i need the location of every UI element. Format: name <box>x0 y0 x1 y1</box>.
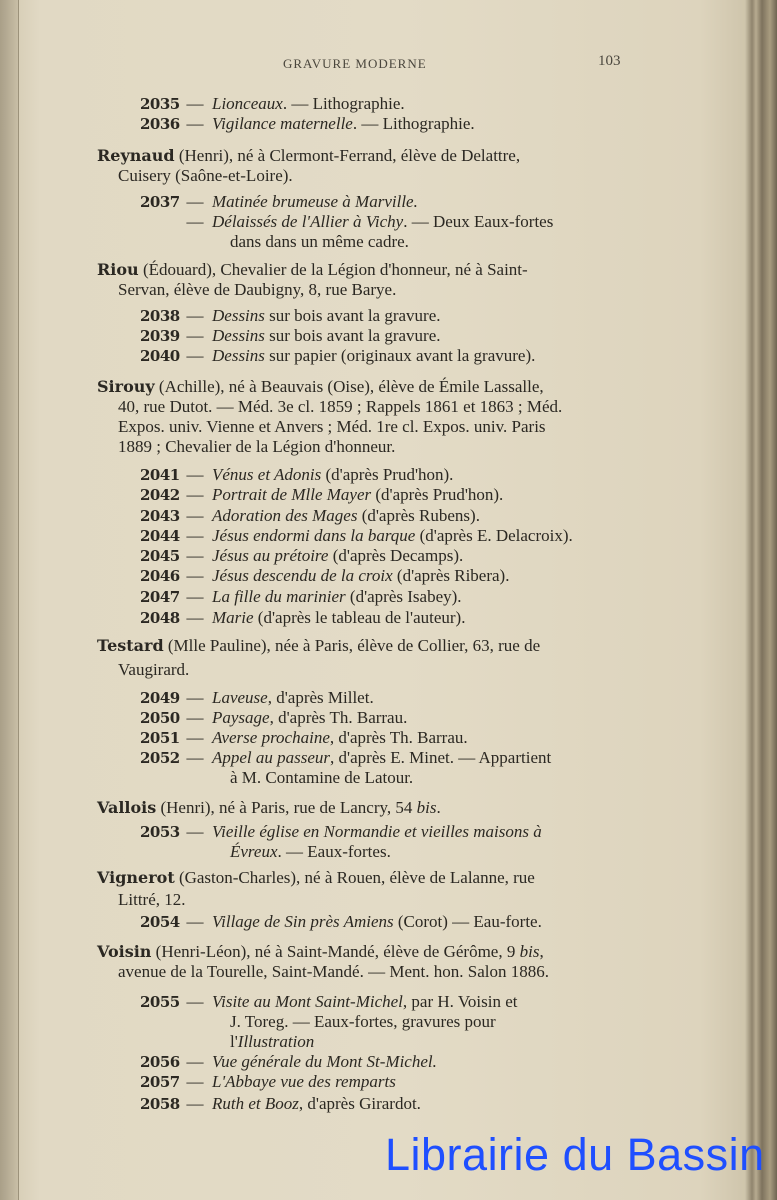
entry-text: (d'après Ribera). <box>392 566 510 585</box>
catalogue-item <box>140 708 407 728</box>
artist-name: Vallois <box>97 798 157 817</box>
artist-entry-heading <box>97 798 441 818</box>
entry-text: , d'après Th. Barrau. <box>269 708 408 727</box>
catalogue-item <box>140 465 453 485</box>
work-title: Illustration <box>237 1032 315 1051</box>
entry-text: (Henri), né à Clermont-Ferrand, élève de Delattre, <box>174 146 521 165</box>
work-title: Village de Sin près Amiens <box>212 912 394 931</box>
catalogue-item <box>140 992 518 1012</box>
entry-continuation <box>118 660 189 680</box>
entry-text: . — Lithographie. <box>282 94 405 113</box>
em-dash: — <box>186 546 204 565</box>
item-number: 2048 <box>140 609 180 627</box>
catalogue-item <box>140 94 405 114</box>
item-number: 2050 <box>140 709 180 727</box>
entry-text: , d'après Millet. <box>267 688 374 707</box>
catalogue-item <box>140 346 535 366</box>
work-title: Dessins <box>212 306 265 325</box>
entry-text: (Gaston-Charles), né à Rouen, élève de Lalanne, rue <box>174 868 535 887</box>
page-number: 103 <box>598 53 621 69</box>
artist-name: Riou <box>97 260 139 279</box>
work-title: Dessins <box>212 326 265 345</box>
artist-name: Vignerot <box>97 868 175 887</box>
item-number: 2037 <box>140 193 180 211</box>
entry-text: , par H. Voisin et <box>402 992 518 1011</box>
em-dash: — <box>186 912 204 931</box>
artist-name: Sirouy <box>97 377 155 396</box>
entry-continuation <box>230 768 413 788</box>
entry-text: (d'après Rubens). <box>357 506 480 525</box>
entry-continuation <box>230 1032 314 1052</box>
entry-text: (d'après Prud'hon). <box>321 465 454 484</box>
work-title: Délaissés de l'Allier à Vichy <box>212 212 404 231</box>
work-title: Ruth et Booz <box>212 1094 299 1113</box>
work-title: Vénus et Adonis <box>212 465 322 484</box>
work-title: La fille du marinier <box>212 587 346 606</box>
entry-text: Littré, 12. <box>118 890 186 909</box>
work-title: Portrait de Mlle Mayer <box>212 485 372 504</box>
entry-text: , <box>539 942 544 961</box>
catalogue-item <box>140 608 465 628</box>
em-dash: — <box>186 506 204 525</box>
artist-entry-heading <box>97 868 535 888</box>
item-number: 2043 <box>140 507 180 525</box>
work-title: Laveuse <box>212 688 268 707</box>
entry-text: sur papier (originaux avant la gravure). <box>264 346 536 365</box>
entry-text: (d'après Isabey). <box>345 587 462 606</box>
entry-text: (d'après E. Delacroix). <box>415 526 573 545</box>
item-number: 2041 <box>140 466 180 484</box>
work-title: Jésus descendu de la croix <box>212 566 393 585</box>
em-dash: — <box>186 212 204 231</box>
watermark: Librairie du Bassin <box>385 1129 765 1180</box>
entry-text: (d'après Decamps). <box>328 546 464 565</box>
work-title: bis <box>416 798 437 817</box>
artist-entry-heading <box>97 377 544 397</box>
catalogue-item <box>140 306 441 326</box>
work-title: Matinée brumeuse à Marville. <box>212 192 418 211</box>
entry-text: . — Eaux-fortes. <box>277 842 391 861</box>
catalogue-item <box>140 822 542 842</box>
adjacent-page-edge <box>0 0 19 1200</box>
work-title: Jésus au prétoire <box>212 546 329 565</box>
entry-text: sur bois avant la gravure. <box>264 326 441 345</box>
em-dash: — <box>186 708 204 727</box>
item-number: 2035 <box>140 95 180 113</box>
entry-text: J. Toreg. — Eaux-fortes, gravures pour <box>230 1012 496 1031</box>
entry-text: (Mlle Pauline), née à Paris, élève de Collier, 63, rue de <box>163 636 541 655</box>
catalogue-item <box>140 1094 421 1114</box>
work-title: Dessins <box>212 346 265 365</box>
work-title: Paysage <box>212 708 270 727</box>
work-title: Appel au passeur <box>212 748 331 767</box>
entry-continuation <box>230 1012 496 1032</box>
item-number: 2053 <box>140 823 180 841</box>
entry-continuation <box>118 962 549 982</box>
work-title: Adoration des Mages <box>212 506 358 525</box>
running-header: GRAVURE MODERNE <box>283 56 427 71</box>
item-number: 2046 <box>140 567 180 585</box>
entry-text: (Édouard), Chevalier de la Légion d'honneur, né à Saint- <box>138 260 528 279</box>
em-dash: — <box>186 1072 204 1091</box>
item-number: 2055 <box>140 993 180 1011</box>
item-number: 2040 <box>140 347 180 365</box>
catalogue-item <box>140 546 463 566</box>
entry-continuation <box>118 280 396 300</box>
catalogue-item <box>140 192 418 212</box>
catalogue-item <box>140 1052 437 1072</box>
artist-entry-heading <box>97 260 528 280</box>
entry-text: (d'après Prud'hon). <box>371 485 504 504</box>
work-title: Visite au Mont Saint-Michel <box>212 992 403 1011</box>
entry-continuation <box>230 232 409 252</box>
work-title: Averse prochaine <box>212 728 330 747</box>
item-number: 2039 <box>140 327 180 345</box>
item-number: 2045 <box>140 547 180 565</box>
catalogue-item <box>140 1072 396 1092</box>
catalogue-item <box>140 587 462 607</box>
item-number: 2054 <box>140 913 180 931</box>
entry-text: (d'après le tableau de l'auteur). <box>253 608 466 627</box>
entry-text: l' <box>230 1032 238 1051</box>
entry-text: (Henri), né à Paris, rue de Lancry, 54 <box>156 798 417 817</box>
em-dash: — <box>186 608 204 627</box>
entry-continuation <box>118 437 395 457</box>
entry-continuation <box>118 397 562 417</box>
work-title: Vigilance maternelle <box>212 114 353 133</box>
catalogue-item <box>140 485 503 505</box>
em-dash: — <box>186 1094 204 1113</box>
entry-text: dans dans un même cadre. <box>230 232 409 251</box>
em-dash: — <box>186 114 204 133</box>
entry-continuation <box>230 842 391 862</box>
em-dash: — <box>186 326 204 345</box>
item-number: 2057 <box>140 1073 180 1091</box>
entry-continuation <box>118 417 546 437</box>
work-title: Vieille église en Normandie et vieilles maisons à <box>212 822 542 841</box>
artist-entry-heading <box>97 146 520 166</box>
em-dash: — <box>186 728 204 747</box>
catalogue-item <box>140 326 441 346</box>
item-number: 2044 <box>140 527 180 545</box>
work-title: Marie <box>212 608 254 627</box>
entry-text: . — Deux Eaux-fortes <box>403 212 554 231</box>
entry-text: Vaugirard. <box>118 660 190 679</box>
catalogue-item <box>140 114 475 134</box>
artist-entry-heading <box>97 942 544 962</box>
catalogue-item <box>140 566 509 586</box>
entry-text: à M. Contamine de Latour. <box>230 768 414 787</box>
entry-text: (Henri-Léon), né à Saint-Mandé, élève de Gérôme, 9 <box>151 942 520 961</box>
item-number: 2038 <box>140 307 180 325</box>
artist-name: Testard <box>97 636 164 655</box>
entry-text: 40, rue Dutot. — Méd. 3e cl. 1859 ; Rappels 1861 et 1863 ; Méd. <box>118 397 563 416</box>
entry-text: , d'après E. Minet. — Appartient <box>330 748 552 767</box>
artist-name: Reynaud <box>97 146 175 165</box>
catalogue-item <box>140 748 551 768</box>
work-title: Jésus endormi dans la barque <box>212 526 416 545</box>
catalogue-item <box>140 526 573 546</box>
work-title: Évreux <box>230 842 278 861</box>
item-number: 2049 <box>140 689 180 707</box>
entry-text: (Corot) — Eau-forte. <box>393 912 542 931</box>
em-dash: — <box>186 94 204 113</box>
artist-name: Voisin <box>97 942 152 961</box>
em-dash: — <box>186 748 204 767</box>
em-dash: — <box>186 822 204 841</box>
em-dash: — <box>186 688 204 707</box>
work-title: Vue générale du Mont St-Michel. <box>212 1052 437 1071</box>
entry-text: avenue de la Tourelle, Saint-Mandé. — Ment. hon. Salon 1886. <box>118 962 549 981</box>
em-dash: — <box>186 526 204 545</box>
item-number: 2058 <box>140 1095 180 1113</box>
entry-text: 1889 ; Chevalier de la Légion d'honneur. <box>118 437 396 456</box>
catalogue-item <box>140 688 374 708</box>
catalogue-item <box>140 212 553 232</box>
em-dash: — <box>186 485 204 504</box>
em-dash: — <box>186 192 204 211</box>
entry-text: Cuisery (Saône-et-Loire). <box>118 166 293 185</box>
work-title: L'Abbaye vue des remparts <box>212 1072 396 1091</box>
entry-continuation <box>118 166 293 186</box>
work-title: bis <box>519 942 540 961</box>
em-dash: — <box>186 992 204 1011</box>
catalogue-item <box>140 912 542 932</box>
item-number: 2042 <box>140 486 180 504</box>
artist-entry-heading <box>97 636 540 656</box>
em-dash: — <box>186 1052 204 1071</box>
catalogue-item <box>140 506 480 526</box>
em-dash: — <box>186 566 204 585</box>
em-dash: — <box>186 587 204 606</box>
item-number: 2052 <box>140 749 180 767</box>
entry-text: . <box>436 798 441 817</box>
item-number: 2051 <box>140 729 180 747</box>
item-number: 2036 <box>140 115 180 133</box>
entry-text: . — Lithographie. <box>352 114 475 133</box>
item-number: 2047 <box>140 588 180 606</box>
em-dash: — <box>186 346 204 365</box>
em-dash: — <box>186 306 204 325</box>
entry-text: , d'après Th. Barrau. <box>329 728 468 747</box>
entry-text: , d'après Girardot. <box>298 1094 421 1113</box>
entry-continuation <box>118 890 186 910</box>
em-dash: — <box>186 465 204 484</box>
catalogue-item <box>140 728 468 748</box>
item-number: 2056 <box>140 1053 180 1071</box>
entry-text: sur bois avant la gravure. <box>264 306 441 325</box>
entry-text: (Achille), né à Beauvais (Oise), élève de Émile Lassalle, <box>154 377 544 396</box>
entry-text: Servan, élève de Daubigny, 8, rue Barye. <box>118 280 397 299</box>
work-title: Lionceaux <box>212 94 283 113</box>
entry-text: Expos. univ. Vienne et Anvers ; Méd. 1re cl. Expos. univ. Paris <box>118 417 546 436</box>
